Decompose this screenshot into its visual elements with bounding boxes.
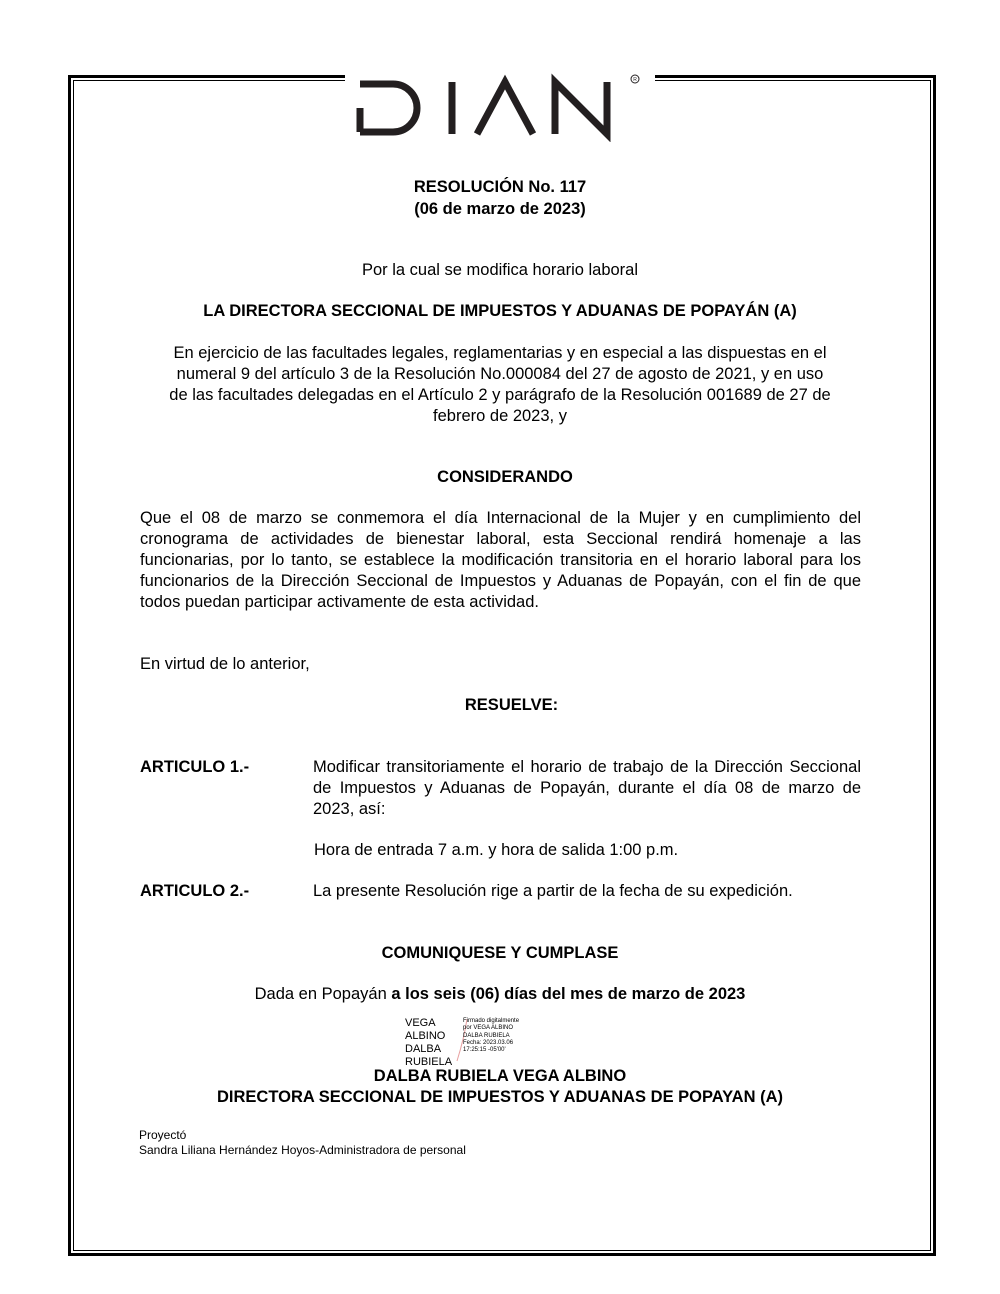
dada-date: a los seis (06) días del mes de marzo de 2023 (391, 985, 746, 1003)
signer-name: DALBA RUBIELA VEGA ALBINO (373, 1067, 627, 1085)
svg-text:R: R (633, 77, 637, 83)
signature-stamp-info (463, 1018, 543, 1054)
stamp-info-line: Fecha: 2023.03.06 (463, 1039, 514, 1046)
digital-signature-stamp (405, 1017, 545, 1068)
stamp-name-line: VEGA ALBINO (405, 1017, 446, 1042)
resolution-date: (06 de marzo de 2023) (414, 200, 586, 218)
faculties-line-3: de las facultades delegadas en el Artículo 2 y parágrafo de la Resolución 001689 de 27 de (169, 386, 831, 404)
stamp-info-line: 17:25:15 -05'00' (463, 1047, 506, 1054)
stamp-info-line: Firmado digitalmente (463, 1018, 520, 1024)
resuelve-heading: RESUELVE: (464, 696, 559, 714)
comuniquese-heading: COMUNIQUESE Y CUMPLASE (381, 944, 619, 962)
article-1-text: Modificar transitoriamente el horario de trabajo de la Dirección Seccional de Impuestos y Aduanas de Popayán, durante el día 08 de marzo de 2023, así: (313, 758, 861, 818)
closing-phrase: En virtud de lo anterior, (140, 655, 310, 673)
article-1-detail: Hora de entrada 7 a.m. y hora de salida 1:00 p.m. (314, 841, 679, 859)
faculties-line-4: febrero de 2023, y (433, 407, 567, 425)
authority-heading: LA DIRECTORA SECCIONAL DE IMPUESTOS Y ADUANAS DE POPAYÁN (A) (203, 302, 797, 320)
faculties-line-1: En ejercicio de las facultades legales, reglamentarias y en especial a las dispuestas en el (173, 344, 827, 362)
signer-title: DIRECTORA SECCIONAL DE IMPUESTOS Y ADUANAS DE POPAYAN (A) (217, 1088, 783, 1106)
dian-logo (355, 70, 645, 142)
article-2-text: La presente Resolución rige a partir de la fecha de su expedición. (313, 882, 793, 900)
footer-label: Proyectó (139, 1128, 187, 1142)
considerando-heading: CONSIDERANDO (437, 468, 573, 486)
article-1-label: ARTICULO 1.- (140, 758, 250, 776)
stamp-info-line: DALBA RUBIELA (463, 1032, 510, 1039)
considerando-paragraph: Que el 08 de marzo se conmemora el día Internacional de la Mujer y en cumplimiento del cronograma de actividades de bienestar laboral, esta Seccional rendirá homenaje a las funcionarias, por lo tanto, se establece la modificación transitoria en el horario laboral para los funcionarios de la Dirección Seccional de Impuestos y Aduanas de Popayán, con el fin de que todos puedan participar activamente de esta actividad. (140, 509, 861, 611)
stamp-name-line: DALBA (405, 1043, 442, 1055)
dada-line (140, 984, 860, 1005)
resolution-number: RESOLUCIÓN No. 117 (413, 178, 587, 196)
dada-prefix: Dada en Popayán (254, 985, 392, 1003)
footer-author: Sandra Liliana Hernández Hoyos-Administradora de personal (139, 1143, 466, 1157)
resolution-subject: Por la cual se modifica horario laboral (361, 261, 639, 279)
faculties-line-2: numeral 9 del artículo 3 de la Resolución No.000084 del 27 de agosto de 2021, y en uso (176, 365, 824, 383)
stamp-info-line: por VEGA ALBINO (463, 1025, 514, 1032)
stamp-name-line: RUBIELA (405, 1056, 453, 1068)
article-2-label: ARTICULO 2.- (140, 882, 250, 900)
